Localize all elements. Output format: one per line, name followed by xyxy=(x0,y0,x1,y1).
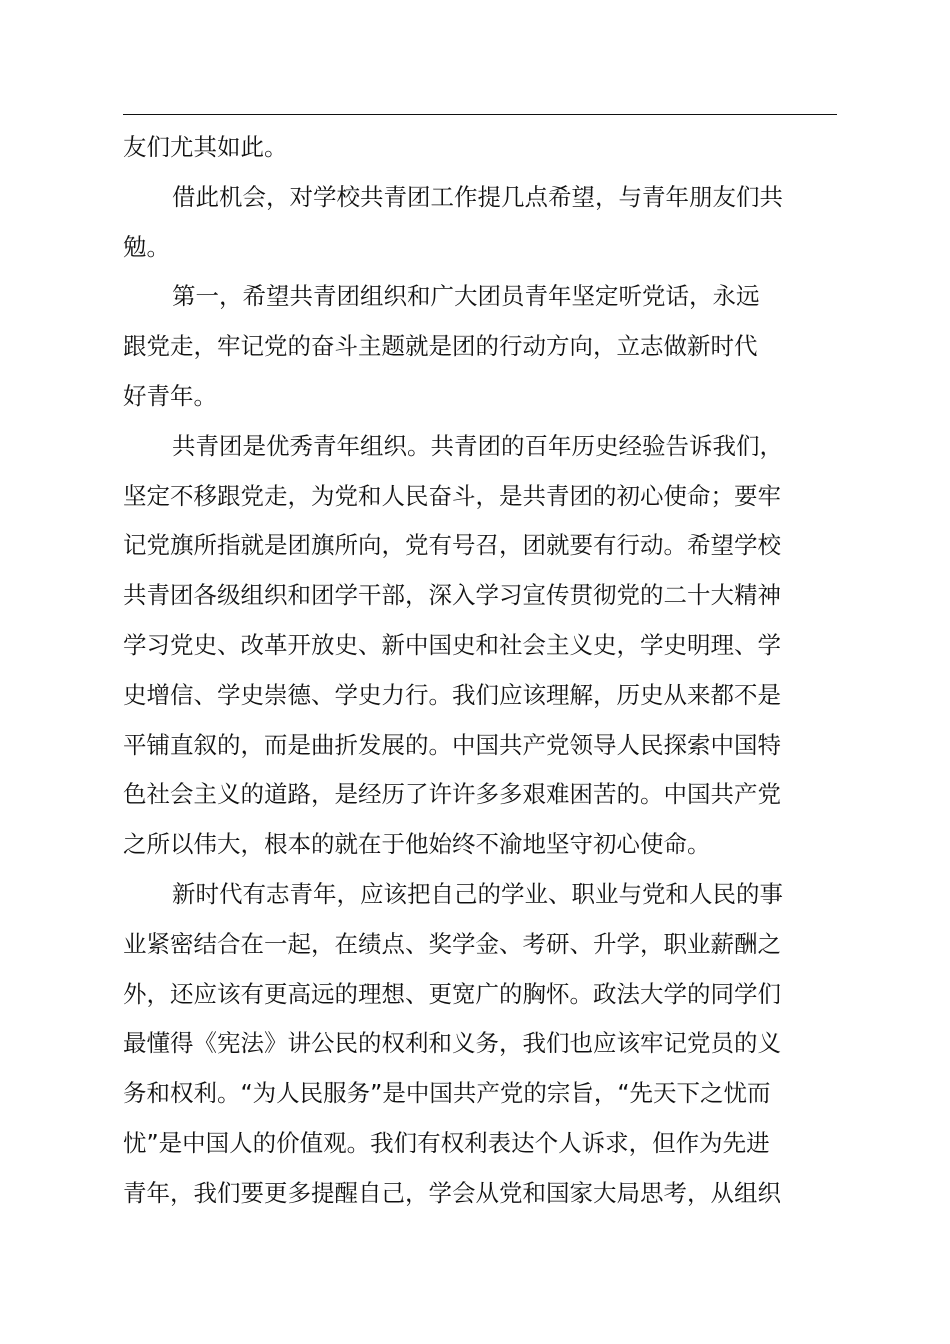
text-line: 史增信、学史崇德、学史力行。我们应该理解，历史从来都不是 xyxy=(123,680,781,709)
paragraph-start-line: 借此机会，对学校共青团工作提几点希望，与青年朋友们共 xyxy=(172,182,783,211)
header-rule xyxy=(123,114,837,115)
text-line: 坚定不移跟党走，为党和人民奋斗，是共青团的初心使命；要牢 xyxy=(123,481,781,510)
paragraph-start-line: 共青团是优秀青年组织。共青团的百年历史经验告诉我们， xyxy=(172,431,783,460)
text-line: 外，还应该有更高远的理想、更宽广的胸怀。政法大学的同学们 xyxy=(123,979,781,1008)
text-line: 色社会主义的道路，是经历了许许多多艰难困苦的。中国共产党 xyxy=(123,780,781,809)
paragraph-start-line: 第一，希望共青团组织和广大团员青年坚定听党话，永远 xyxy=(172,282,760,311)
text-line: 学习党史、改革开放史、新中国史和社会主义史，学史明理、学 xyxy=(123,630,781,659)
paragraph-start-line: 新时代有志青年，应该把自己的学业、职业与党和人民的事 xyxy=(172,879,783,908)
text-line: 记党旗所指就是团旗所向，党有号召，团就要有行动。希望学校 xyxy=(123,531,781,560)
text-line: 跟党走，牢记党的奋斗主题就是团的行动方向，立志做新时代 xyxy=(123,332,758,361)
text-line: 平铺直叙的，而是曲折发展的。中国共产党领导人民探索中国特 xyxy=(123,730,781,759)
text-line: 最懂得《宪法》讲公民的权利和义务，我们也应该牢记党员的义 xyxy=(123,1029,781,1058)
text-line: 务和权利。“为人民服务”是中国共产党的宗旨，“先天下之忧而 xyxy=(123,1079,771,1108)
text-line: 友们尤其如此。 xyxy=(123,133,288,161)
text-line: 忧”是中国人的价值观。我们有权利表达个人诉求，但作为先进 xyxy=(123,1128,770,1157)
text-line: 勉。 xyxy=(123,232,170,261)
text-line: 青年，我们要更多提醒自己，学会从党和国家大局思考，从组织 xyxy=(123,1178,781,1207)
text-line: 共青团各级组织和团学干部，深入学习宣传贯彻党的二十大精神 xyxy=(123,581,781,610)
text-line: 之所以伟大，根本的就在于他始终不渝地坚守初心使命。 xyxy=(123,830,711,859)
text-line: 业紧密结合在一起，在绩点、奖学金、考研、升学，职业薪酬之 xyxy=(123,929,781,958)
body-text xyxy=(123,123,837,1219)
text-line: 好青年。 xyxy=(123,381,217,410)
